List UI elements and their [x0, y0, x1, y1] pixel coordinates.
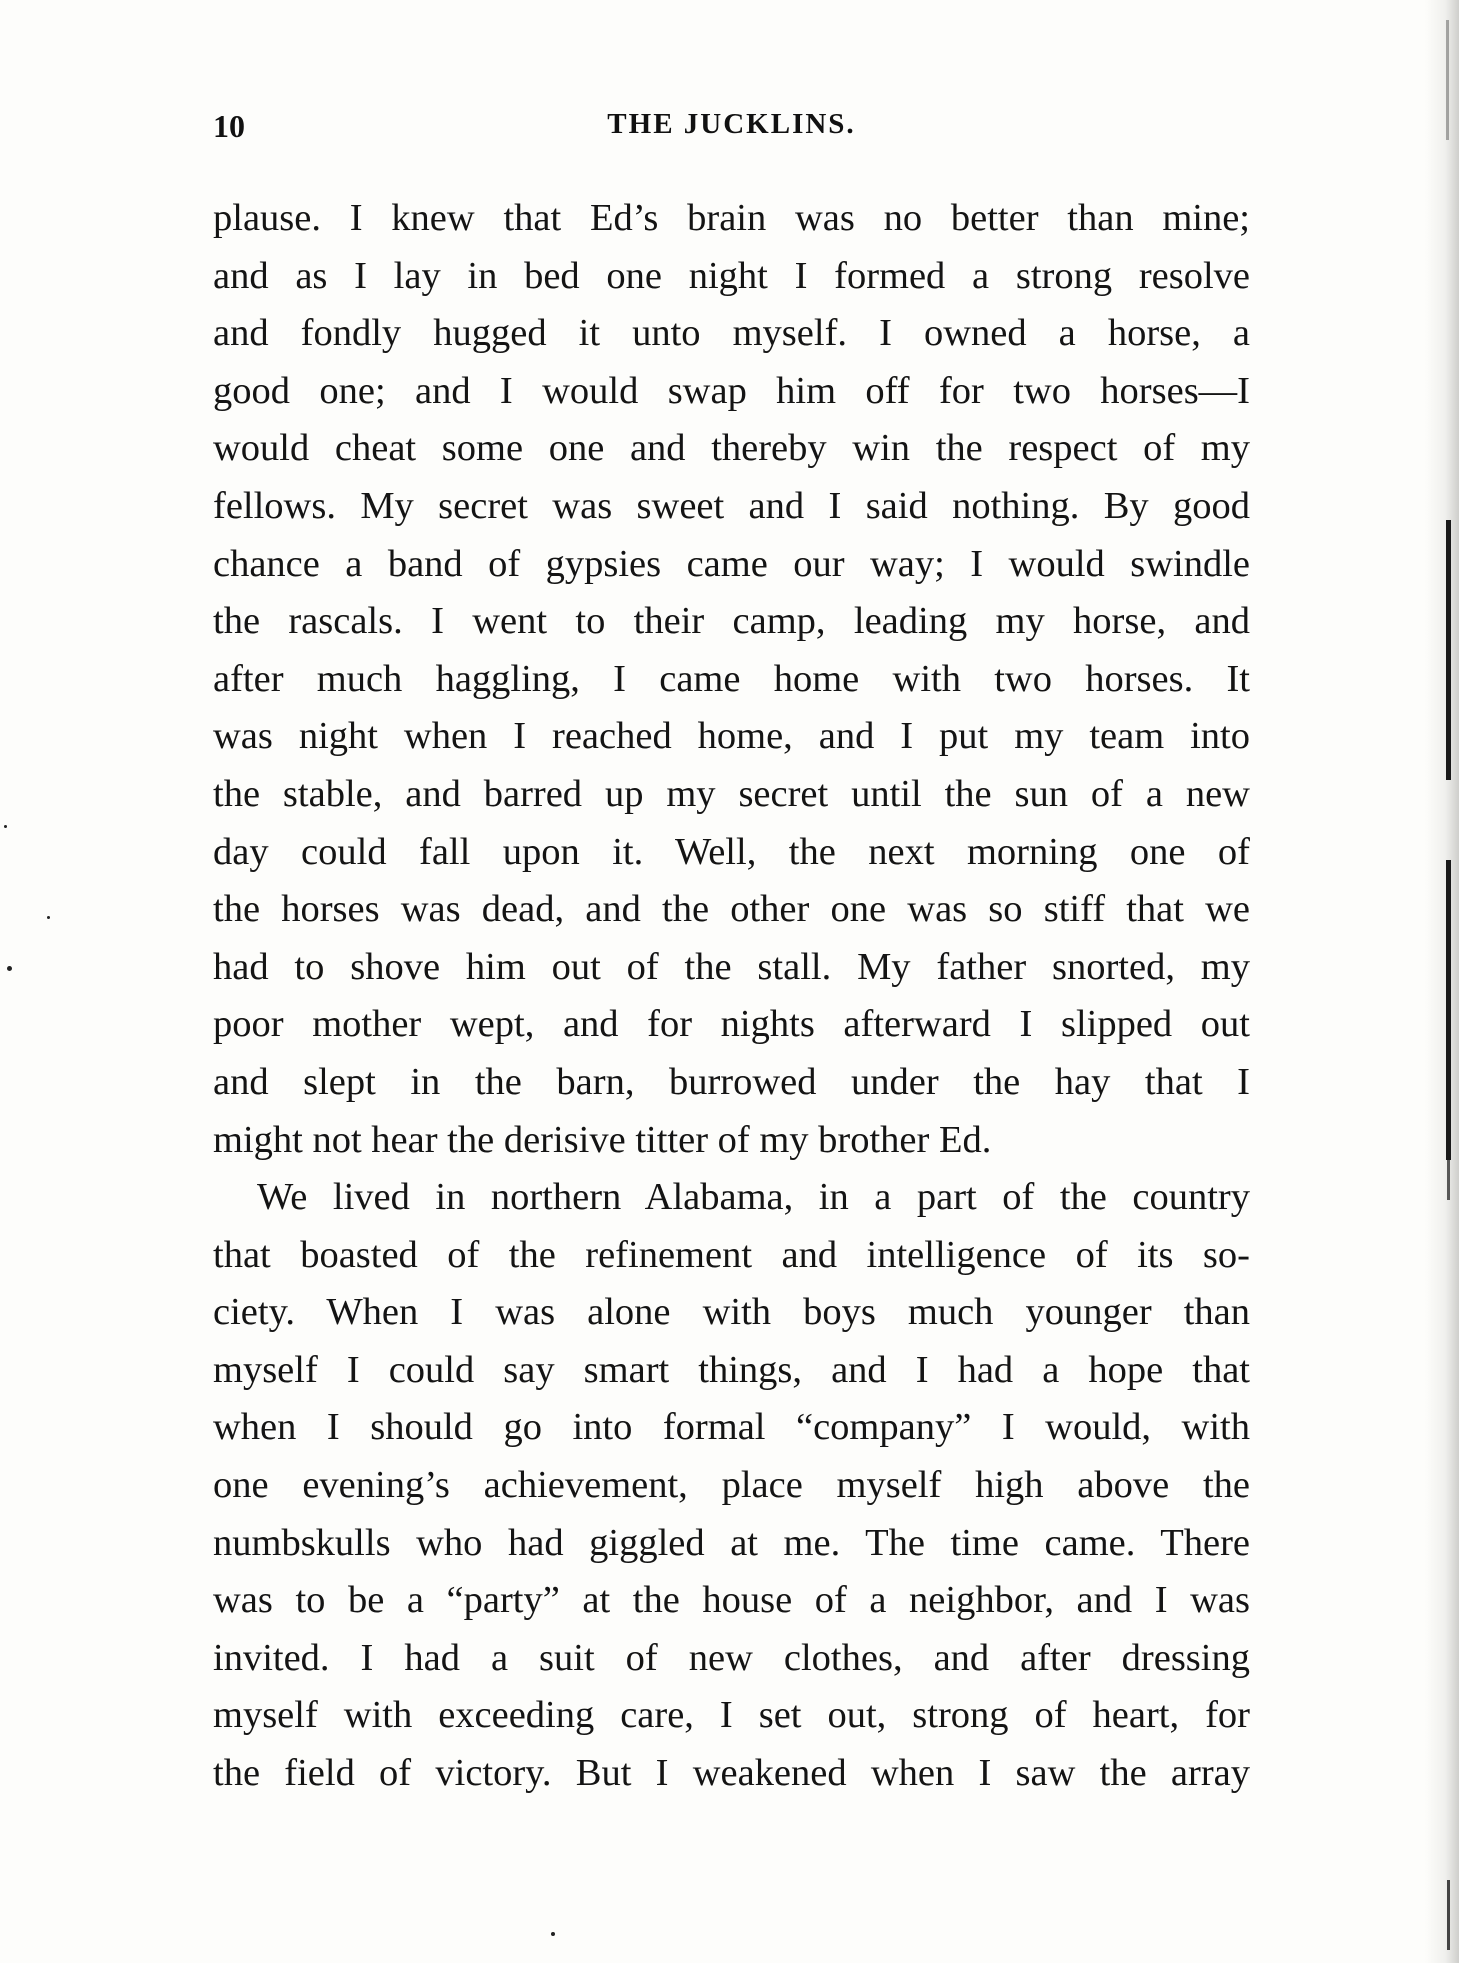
text-line: ciety. When I was alone with boys much younger than [213, 1291, 1250, 1334]
text-line: when I should go into formal “company” I would, with [213, 1406, 1250, 1449]
binding-edge [1425, 0, 1459, 1963]
ink-speck [4, 825, 7, 828]
text-line: the horses was dead, and the other one was so stiff that we [213, 888, 1250, 931]
text-line: myself with exceeding care, I set out, strong of heart, for [213, 1694, 1250, 1737]
text-line: one evening’s achievement, place myself high above the [213, 1464, 1250, 1507]
binding-mark [1447, 1110, 1450, 1200]
text-line: chance a band of gypsies came our way; I would swindle [213, 542, 1250, 585]
text-line: the field of victory. But I weakened when I saw the array [213, 1752, 1250, 1795]
binding-mark [1447, 1880, 1450, 1950]
text-line: was to be a “party” at the house of a neighbor, and I was [213, 1579, 1250, 1622]
text-line: and fondly hugged it unto myself. I owned a horse, a [213, 312, 1250, 355]
text-line: would cheat some one and thereby win the respect of my [213, 427, 1250, 470]
binding-mark [1446, 520, 1451, 780]
text-line: good one; and I would swap him off for two horses—I [213, 369, 1250, 412]
text-line: the rascals. I went to their camp, leading my horse, and [213, 600, 1250, 643]
binding-mark [1446, 20, 1449, 140]
running-header [213, 108, 1250, 154]
text-line: was night when I reached home, and I put my team into [213, 715, 1250, 758]
paragraph [213, 1169, 1250, 1803]
body-text [213, 190, 1250, 1803]
text-line: plause. I knew that Ed’s brain was no better than mine; [213, 197, 1250, 239]
text-line: day could fall upon it. Well, the next morning one of [213, 830, 1250, 873]
text-line: poor mother wept, and for nights afterward I slipped out [213, 1003, 1250, 1046]
text-line: that boasted of the refinement and intelligence of its so- [213, 1233, 1250, 1276]
ink-speck [47, 916, 50, 919]
ink-speck [551, 1932, 555, 1936]
running-title: THE JUCKLINS. [607, 108, 856, 140]
text-line: myself I could say smart things, and I had a hope that [213, 1348, 1250, 1391]
text-line: invited. I had a suit of new clothes, and after dressing [213, 1636, 1250, 1679]
text-line: We lived in northern Alabama, in a part of the country [257, 1176, 1250, 1219]
text-line: numbskulls who had giggled at me. The time came. There [213, 1521, 1250, 1564]
text-line: fellows. My secret was sweet and I said nothing. By good [213, 484, 1250, 527]
ink-speck [7, 966, 12, 971]
page-number: 10 [213, 108, 245, 144]
text-line: might not hear the derisive titter of my brother Ed. [213, 1118, 992, 1161]
text-line: and slept in the barn, burrowed under the hay that I [213, 1060, 1250, 1103]
text-line: after much haggling, I came home with two horses. It [213, 657, 1250, 700]
paragraph [213, 190, 1250, 1169]
text-line: and as I lay in bed one night I formed a strong resolve [213, 254, 1250, 297]
text-line: the stable, and barred up my secret until the sun of a new [213, 772, 1250, 815]
text-line: had to shove him out of the stall. My father snorted, my [213, 945, 1250, 988]
